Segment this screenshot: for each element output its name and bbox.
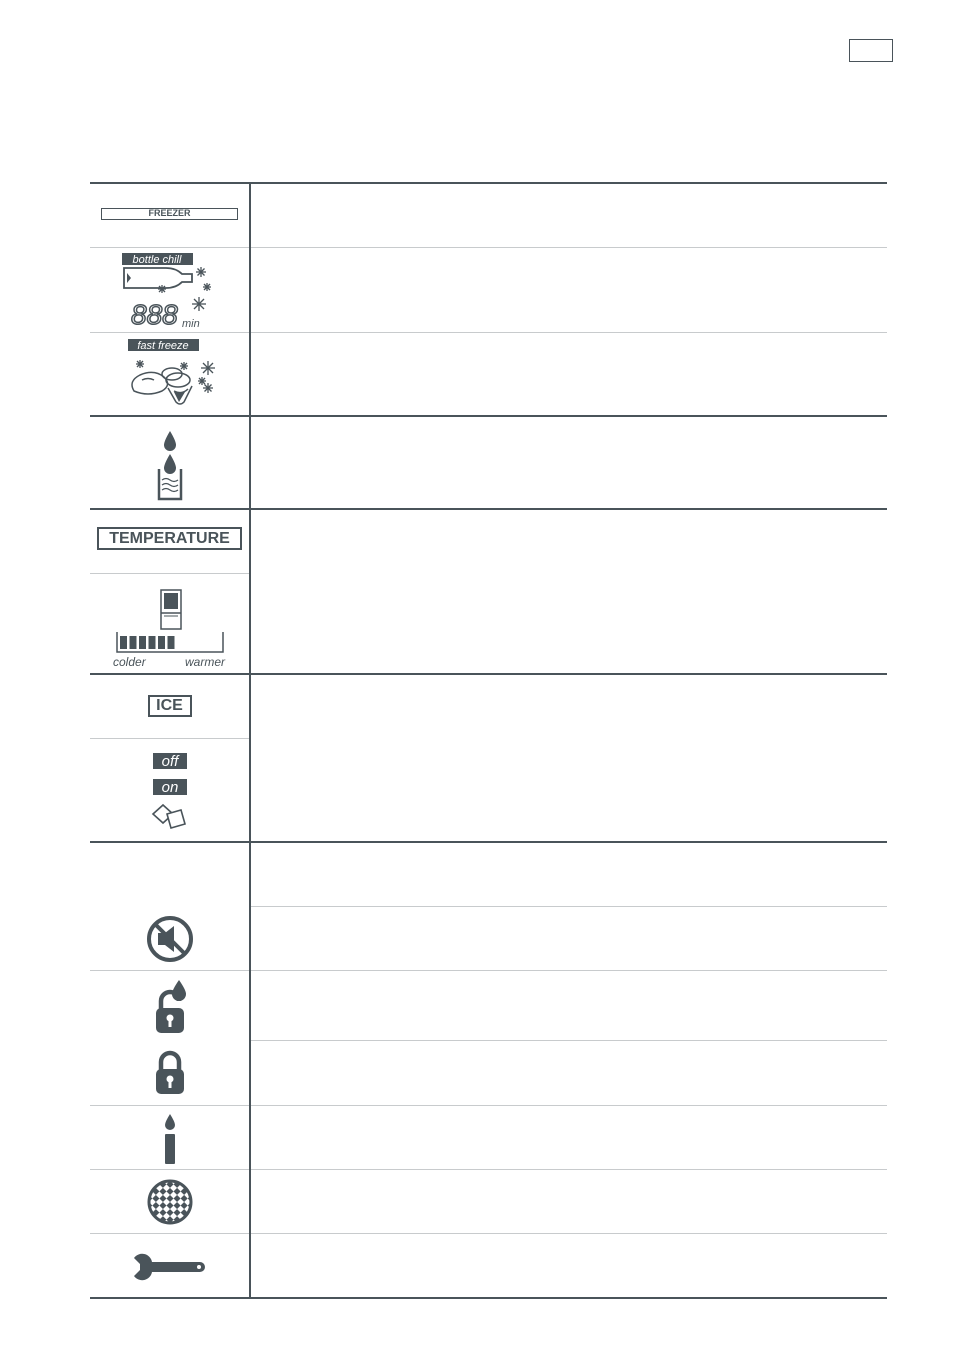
ice-label-cell [90, 675, 249, 738]
service-icon-cell [90, 1234, 249, 1297]
fast-freeze-icon [122, 336, 218, 412]
temperature-level-segment [158, 636, 165, 649]
water-glass-icon [150, 423, 190, 503]
freezer-icon-cell [90, 184, 249, 247]
temperature-scale-warmer: warmer [184, 654, 225, 669]
row-divider [250, 1040, 887, 1041]
filter-icon-cell [90, 1170, 249, 1233]
group-divider [90, 841, 887, 843]
sabbath-icon-cell [90, 1106, 249, 1169]
temperature-level-segment [148, 636, 155, 649]
ice-mode-icon [145, 744, 195, 836]
panel-lock-icon-cell [90, 1041, 249, 1105]
bottle-chill-icon-cell [90, 248, 249, 332]
temperature-label: TEMPERATURE [97, 527, 242, 550]
mute-icon [145, 914, 195, 964]
freezer-label: FREEZER [101, 208, 238, 220]
dispenser-lock-icon [145, 976, 195, 1036]
temperature-scale-colder: colder [112, 654, 146, 669]
candle-icon [158, 1110, 182, 1166]
ice-label: ICE [148, 695, 192, 717]
water-icon-cell [90, 417, 249, 508]
table-bottom-rule [90, 1297, 887, 1299]
temperature-level-segment [120, 636, 127, 649]
temperature-level-segment [129, 636, 136, 649]
lock-icon [150, 1049, 190, 1097]
bottle-chill-unit: min [181, 318, 200, 328]
temperature-scale-cell [90, 574, 249, 673]
ice-off-label: off [161, 753, 178, 770]
fast-freeze-icon-cell [90, 333, 249, 415]
temperature-level-segment [139, 636, 146, 649]
column-divider [249, 183, 251, 1298]
temperature-level-icon [105, 579, 235, 669]
page-number-box [849, 39, 893, 62]
bottle-chill-display: 888 [130, 299, 178, 328]
bottle-chill-label: bottle chill [132, 254, 181, 266]
temperature-label-cell [90, 510, 249, 573]
ice-on-label: on [161, 779, 178, 796]
water-filter-icon [145, 1177, 195, 1227]
temperature-level-bar [120, 636, 175, 649]
temperature-level-segment [167, 636, 174, 649]
ice-mode-cell [90, 739, 249, 841]
row-divider [250, 906, 887, 907]
wrench-icon [130, 1251, 210, 1281]
bottle-chill-icon [120, 252, 220, 328]
fast-freeze-label: fast freeze [136, 340, 189, 352]
row-divider [90, 970, 887, 971]
mute-icon-cell [90, 907, 249, 970]
dispenser-lock-icon-cell [90, 972, 249, 1040]
